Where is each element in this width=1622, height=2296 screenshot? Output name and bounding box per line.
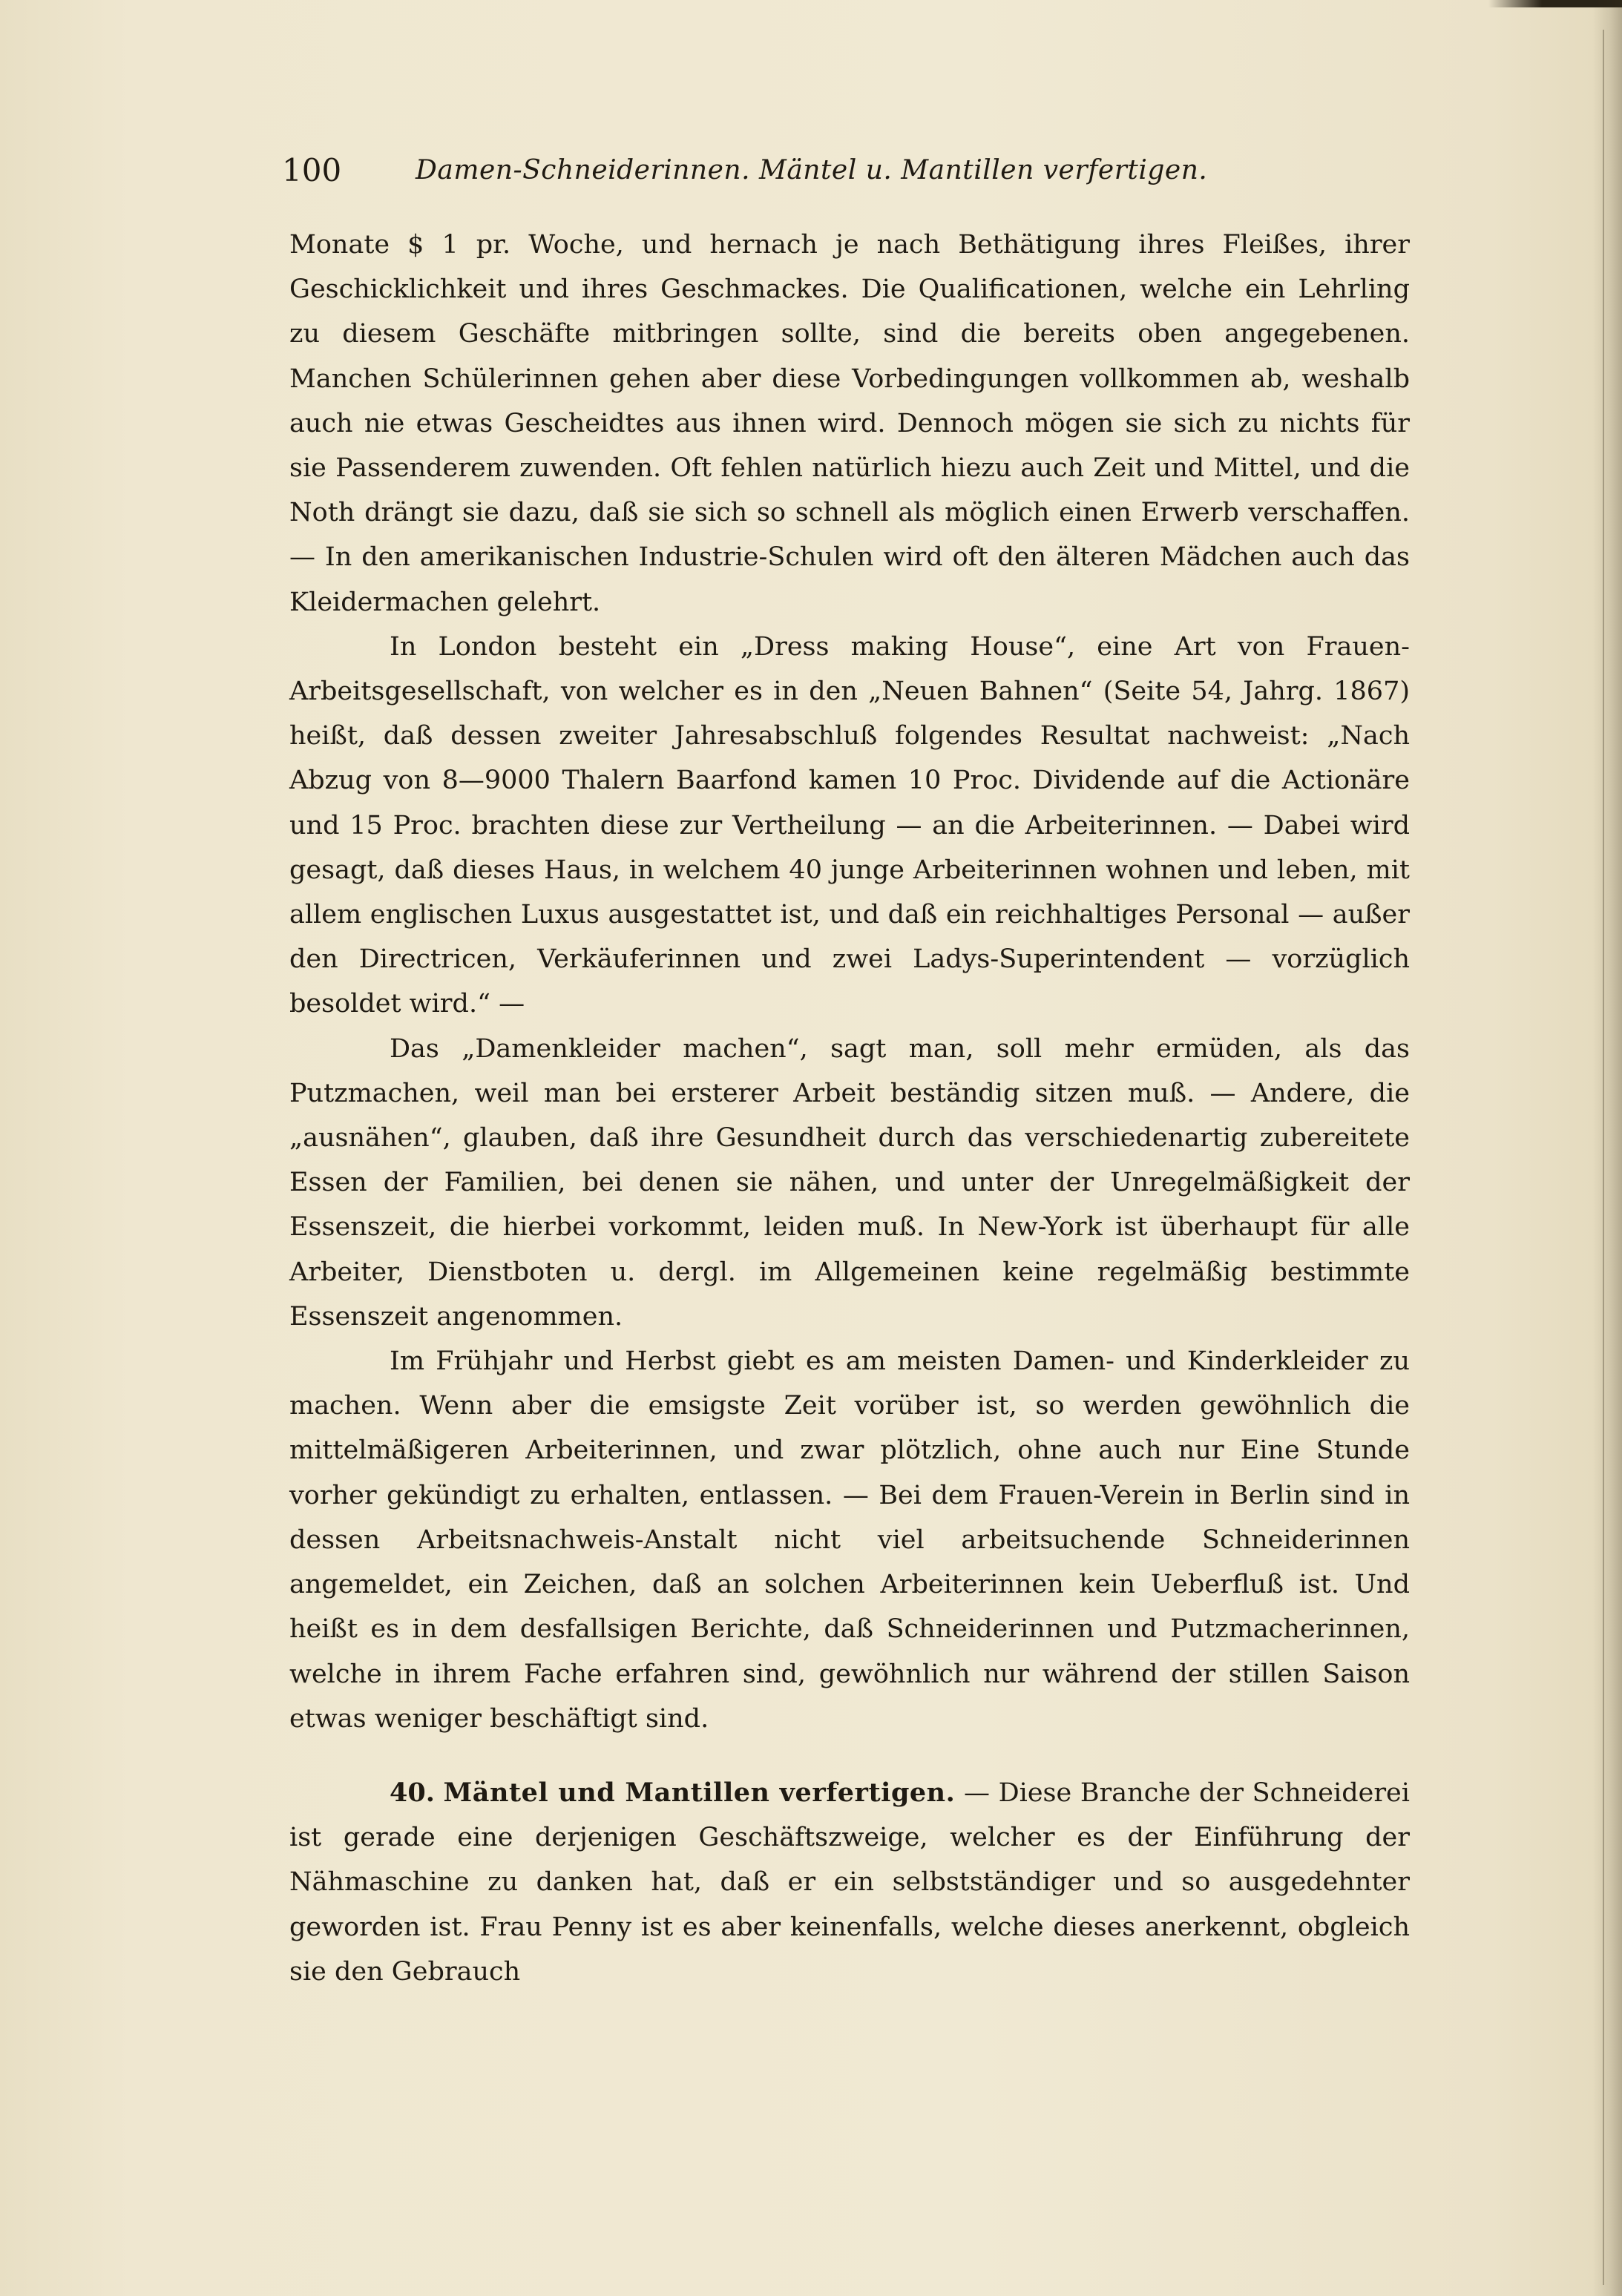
section-text: — Diese Branche der Schneiderei ist gerade eine derjenigen Geschäftszweige, welcher es der Einführung der Nähmaschine zu danken hat, daß er ein selbstständiger und so ausgedehnter geworden ist. Frau Penny ist es aber keinenfalls, welche dieses anerkennt, obgleich sie den Gebrauch bbox=[289, 1777, 1410, 1987]
running-title: Damen-Schneiderinnen. Mäntel u. Mantillen verfertigen. bbox=[416, 155, 1208, 185]
section-title: Mäntel und Mantillen verfertigen. bbox=[443, 1777, 956, 1808]
paragraph-continuation: Monate $ 1 pr. Woche, und hernach je nach Bethätigung ihres Fleißes, ihrer Geschicklichkeit und ihres Geschmackes. Die Qualificationen, welche ein Lehrling zu diesem Geschäfte mitbringen sollte, sind die bereits oben angegebenen. Manchen Schülerinnen gehen aber diese Vorbedingungen vollkommen ab, weshalb auch nie etwas Gescheidtes aus ihnen wird. Dennoch mögen sie sich zu nichts für sie Passenderem zuwenden. Oft fehlen natürlich hiezu auch Zeit und Mittel, und die Noth drängt sie dazu, daß sie sich so schnell als möglich einen Erwerb verschaffen. — In den amerikanischen Industrie-Schulen wird oft den älteren Mädchen auch das Kleidermachen gelehrt. bbox=[289, 230, 1410, 617]
paragraph-damenkleider: Das „Damenkleider machen“, sagt man, soll mehr ermüden, als das Putzmachen, weil man bei ersterer Arbeit beständig sitzen muß. — Andere, die „ausnähen“, glauben, daß ihre Gesundheit durch das verschiedenartig zubereitete Essen der Familien, bei denen sie nähen, und unter der Unregelmäßigkeit der Essenszeit, die hierbei vorkommt, leiden muß. In New-York ist überhaupt für alle Arbeiter, Dienstboten u. dergl. im Allgemeinen keine regelmäßig bestimmte Essenszeit angenommen. bbox=[289, 1033, 1410, 1332]
page-number: 100 bbox=[282, 152, 342, 188]
section-number: 40. bbox=[390, 1777, 435, 1808]
body-text bbox=[289, 223, 1410, 1994]
page-header bbox=[282, 148, 1306, 193]
paragraph-london: In London besteht ein „Dress making House“, eine Art von Frauen-Arbeitsgesellschaft, von welcher es in den „Neuen Bahnen“ (Seite 54, Jahrg. 1867) heißt, daß dessen zweiter Jahresabschluß folgendes Resultat nachweist: „Nach Abzug von 8—9000 Thalern Baarfond kamen 10 Proc. Dividende auf die Actionäre und 15 Proc. brachten diese zur Vertheilung — an die Arbeiterinnen. — Dabei wird gesagt, daß dieses Haus, in welchem 40 junge Arbeiterinnen wohnen und leben, mit allem englischen Luxus ausgestattet ist, und daß ein reichhaltiges Personal — außer den Directricen, Verkäuferinnen und zwei Ladys-Superintendent — vorzüglich besoldet wird.“ — bbox=[289, 631, 1410, 1019]
paragraph-fruehjahr: Im Frühjahr und Herbst giebt es am meisten Damen- und Kinderkleider zu machen. Wenn aber die emsigste Zeit vorüber ist, so werden gewöhnlich die mittelmäßigeren Arbeiterinnen, und zwar plötzlich, ohne auch nur Eine Stunde vorher gekündigt zu erhalten, entlassen. — Bei dem Frauen-Verein in Berlin sind in dessen Arbeitsnachweis-Anstalt nicht viel arbeitsuchende Schneiderinnen angemeldet, ein Zeichen, daß an solchen Arbeiterinnen kein Ueberfluß ist. Und heißt es in dem desfallsigen Berichte, daß Schneiderinnen und Putzmacherinnen, welche in ihrem Fache erfahren sind, gewöhnlich nur während der stillen Saison etwas weniger beschäftigt sind. bbox=[289, 1346, 1410, 1734]
page-edge-shadow bbox=[1592, 0, 1622, 2296]
page-edge-line bbox=[1603, 30, 1604, 2285]
section-40 bbox=[289, 1771, 1410, 1994]
